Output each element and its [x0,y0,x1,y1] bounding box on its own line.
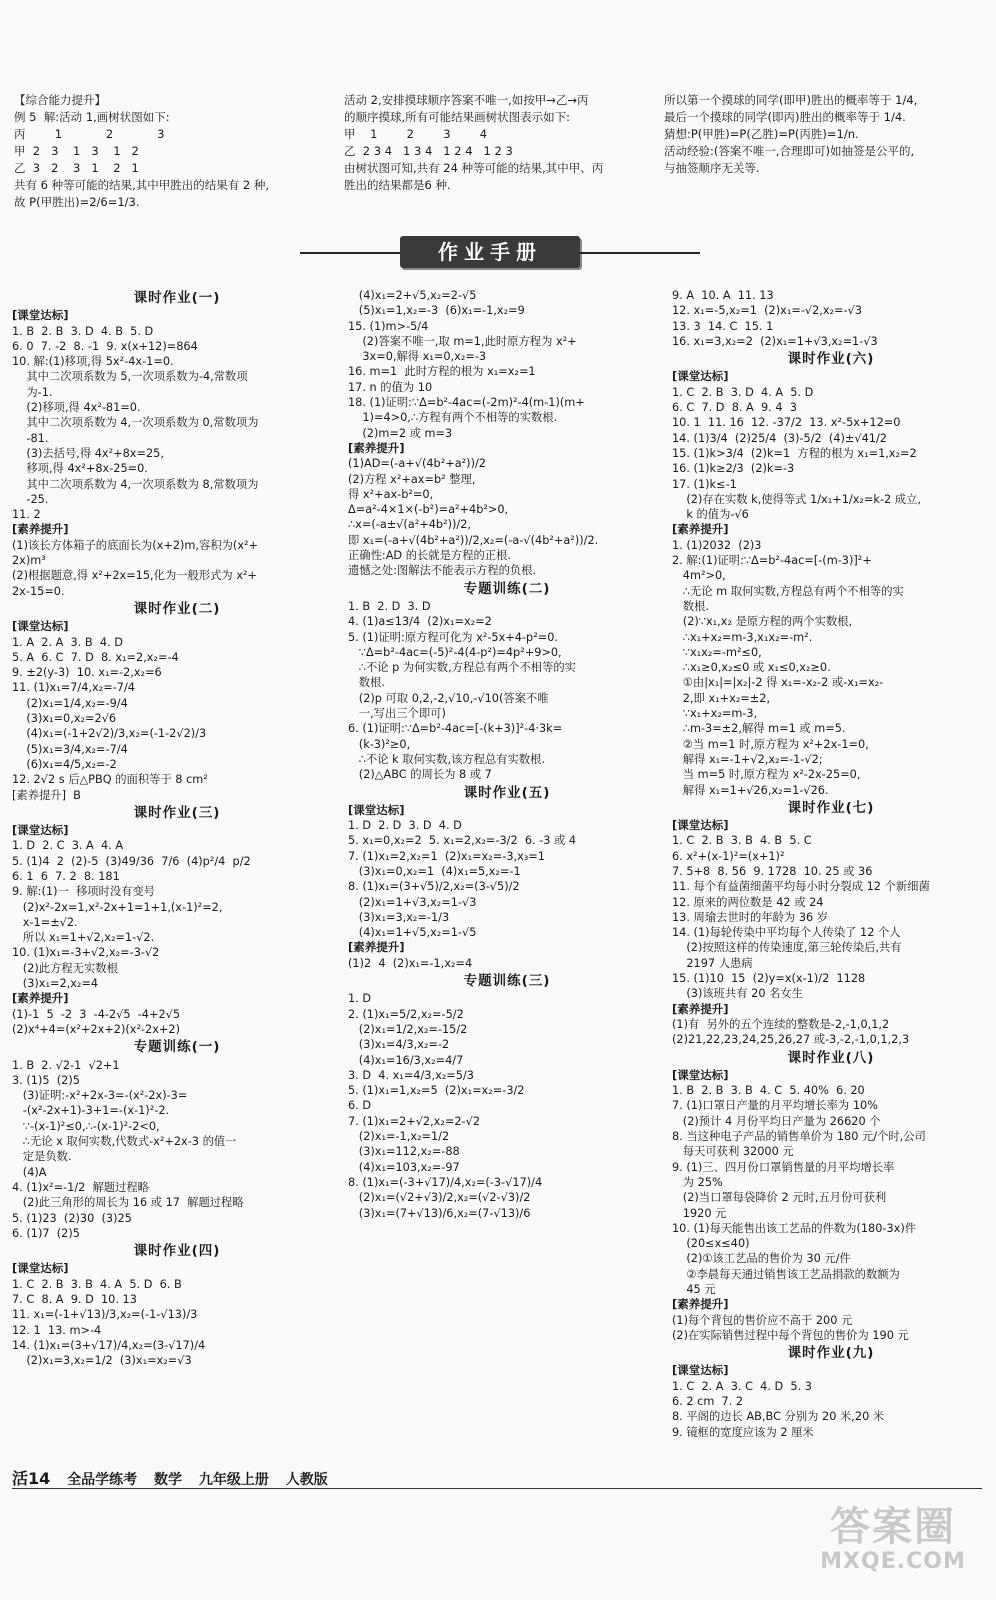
answer-line: 11. (1)x₁=7/4,x₂=-7/4 [12,681,135,695]
subsection-label: [课堂达标] [348,802,405,817]
answer-line: 其中二次项系数为 5,一次项系数为-4,常数项 [12,370,248,384]
example-column-2 [344,92,654,194]
answer-line: (2)x₁=-1,x₂=1/2 [348,1130,450,1144]
answer-line: 8. (1)x₁=(3+√5)/2,x₂=(3-√5)/2 [348,880,520,894]
answer-line: x-1=±√2. [12,915,78,929]
section-title: 专题训练(一) [133,1039,221,1056]
answer-line: (5)x₁=1,x₂=-3 (6)x₁=-1,x₂=9 [348,304,525,318]
answer-line: (2)存在实数 k,使得等式 1/x₁+1/x₂=k-2 成立, [672,492,921,506]
series-name: 全品学练考 [67,1472,138,1488]
answer-line: k 的值为-√6 [672,508,749,522]
answer-line: 1. D [348,992,372,1006]
answer-line: ∵x₁x₂=-m²≤0, [672,645,762,659]
answer-line: 4. (1)x²=-1/2 解题过程略 [12,1180,149,1194]
answer-line: (6)x₁=4/5,x₂=-2 [12,757,117,771]
answer-line: (3)x₁=(7+√13)/6,x₂=(7-√13)/6 [348,1206,531,1220]
answer-line: ①由|x₁|=|x₂|-2 得 x₁=-x₂-2 或-x₁=x₂- [672,676,884,690]
answer-line: 3. (1)5 (2)5 [12,1073,80,1087]
section-title: 课时作业(四) [133,1243,221,1260]
answer-line: (3)x₁=2,x₂=4 [12,977,99,991]
answer-line: 5. (1)x₁=1,x₂=5 (2)x₁=x₂=-3/2 [348,1084,525,1098]
answer-line: (2)答案不唯一,取 m=1,此时原方程为 x²+ [348,334,577,348]
subject-name: 数学 [154,1472,183,1488]
answer-line: -(x²-2x+1)-3+1=-(x-1)²-2. [12,1104,170,1118]
answer-line: (k-3)²≥0, [348,737,411,751]
answer-line: (3)x₁=0,x₂=1 (4)x₁=5,x₂=-1 [348,864,521,878]
answer-line: 2x-15=0. [12,584,65,598]
answer-line: (20≤x≤40) [672,1237,750,1251]
answer-line: 5. A 6. C 7. D 8. x₁=2,x₂=-4 [12,650,179,664]
example-line: 活动经验:(答案不唯一,合理即可)如抽签是公平的, [664,144,915,158]
answer-line: ∴无论 m 取何实数,方程总有两个不相等的实 [672,584,904,598]
answer-line: 1. B 2. √2-1 √2+1 [12,1058,120,1072]
example-line: 共有 6 种等可能的结果,其中甲胜出的结果有 2 种, [14,178,270,192]
answer-line: (4)x₁=1+√5,x₂=1-√5 [348,926,477,940]
example-line: 乙 2 3 4 1 3 4 1 2 4 1 2 3 [344,144,513,158]
subsection-label: [课堂达标] [12,619,69,634]
answer-line: 遗憾之处:图解法不能表示方程的负根. [348,564,537,578]
grade-name: 九年级上册 [198,1472,269,1488]
answer-line: (2)x⁴+4=(x²+2x+2)(x²-2x+2) [12,1022,180,1036]
answer-line: (2)p 可取 0,2,-2,√10,-√10(答案不唯 [348,691,549,705]
answer-line: 9. 解:(1)一 移项时没有变号 [12,885,156,899]
answer-line: 10. 解:(1)移项,得 5x²-4x-1=0. [12,355,174,369]
answer-line: 一,写出三个即可) [348,707,446,721]
answer-line: 9. A 10. A 11. 13 [672,289,774,302]
subsection-label: [素养提升] [672,1297,729,1312]
answer-line: ②李晨每天通过销售该工艺品捐款的数额为 [672,1267,900,1281]
answer-line: (2)x²-2x=1,x²-2x+1=1+1,(x-1)²=2, [12,900,223,914]
answer-line: ∴m-3=±2,解得 m=1 或 m=5. [672,722,846,736]
subsection-label: [课堂达标] [672,369,729,384]
section-title: 课时作业(一) [133,290,221,306]
example-column-1 [14,92,334,211]
banner-rule-right [580,252,700,254]
answer-line: (4)A [12,1165,47,1179]
subsection-label: [素养提升] [12,991,69,1006]
answer-line: (2)x₁=1/2,x₂=-15/2 [348,1022,468,1036]
answer-line: 2x)m³ [12,554,46,568]
answer-line: 1. D 2. D 3. D 4. D [348,819,462,833]
answer-line: 1. B 2. B 3. B 4. C 5. 40% 6. 20 [672,1084,865,1098]
answer-line: (2)m=2 或 m=3 [348,426,453,440]
answer-line: (4)x₁=103,x₂=-97 [348,1160,460,1174]
answer-line: (3)x₁=3,x₂=-1/3 [348,910,450,924]
answer-line: 7. C 8. A 9. D 10. 13 [12,1293,137,1306]
answer-line: (1)该长方体箱子的底面长为(x+2)m,容积为(x²+ [12,538,258,552]
answer-line: 即 x₁=(-a+√(4b²+a²))/2,x₂=(-a-√(4b²+a²))/2. [348,533,599,547]
answer-line: 10. 1 11. 16 12. -37/2 13. x²-5x+12=0 [672,416,901,430]
answer-line: Δ=a²-4×1×(-b²)=a²+4b²>0, [348,503,509,517]
answer-line: (1)2 4 (2)x₁=-1,x₂=4 [348,956,473,970]
answer-line: 6. D [348,1099,372,1113]
answer-line: 15. (1)10 15 (2)y=x(x-1)/2 1128 [672,972,866,986]
answer-line: ∴不论 k 取何实数,该方程总有实数根. [348,752,546,766]
answer-line: 13. 周瑜去世时的年龄为 36 岁 [672,910,829,924]
answer-line: (3)x₁=0,x₂=2√6 [12,712,117,726]
answer-line: (2)方程 x²+ax=b² 整理, [348,472,476,486]
answer-line: 45 元 [672,1283,716,1296]
answer-line: ②当 m=1 时,原方程为 x²+2x-1=0, [672,737,869,751]
answer-line: 6. (1)7 (2)5 [12,1226,80,1240]
answer-line: (2)△ABC 的周长为 8 或 7 [348,768,492,782]
answer-line: (2)在实际销售过程中每个背包的售价为 190 元 [672,1328,909,1342]
answer-line: 每天可获利 32000 元 [672,1145,794,1159]
answer-line: 16. x₁=3,x₂=2 (2)x₁=1+√3,x₂=1-√3 [672,334,878,348]
answer-line: ∵Δ=b²-4ac=(-5)²-4(4-p²)=4p²+9>0, [348,645,562,659]
answer-line: 7. (1)x₁=2,x₂=1 (2)x₁=x₂=-3,x₃=1 [348,849,545,863]
answer-line: [素养提升] B [12,788,81,802]
example-column-3 [664,92,984,177]
answer-line: 为 25% [672,1175,723,1189]
subsection-label: [素养提升] [12,522,69,537]
answer-line: (1)有 另外的五个连续的整数是-2,-1,0,1,2 [672,1017,890,1031]
answer-line: 8. (1)x₁=(-3+√17)/4,x₂=(-3-√17)/4 [348,1175,543,1189]
answer-line: ∵-(x-1)²≤0,∴-(x-1)²-2<0, [12,1119,160,1133]
example-line: 的顺序摸球,所有可能结果画树状图表示如下: [344,110,571,124]
answer-line: 1. (1)2032 (2)3 [672,538,762,552]
answer-line: 7. 5+8 8. 56 9. 1728 10. 25 或 36 [672,864,873,878]
section-title: 课时作业(九) [787,1345,875,1362]
answer-line: ∴x₁≥0,x₂≤0 或 x₁≤0,x₂≥0. [672,661,831,675]
answer-line: 数根. [672,599,709,613]
subsection-label: [课堂达标] [672,1363,729,1378]
answer-line: 5. (1)证明:原方程可化为 x²-5x+4-p²=0. [348,630,558,644]
section-title: 课时作业(二) [133,600,221,617]
answer-line: 12. 2√2 s 后△PBQ 的面积等于 8 cm² [12,773,208,787]
answer-line: (2)x₁=1/4,x₂=-9/4 [12,696,128,710]
answer-line: 6. 0 7. -2 8. -1 9. x(x+12)=864 [12,339,198,353]
answer-line: 1. B 2. B 3. D 4. B 5. D [12,324,154,338]
answer-line: 2. 解:(1)证明:∵Δ=b²-4ac=[-(m-3)]²+ [672,554,872,568]
answer-line: 2,即 x₁+x₂=±2, [672,691,771,705]
watermark-logo: 答案圈 [830,1504,956,1550]
answer-line: 1. A 2. A 3. B 4. D [12,635,123,649]
answer-line: (4)x₁=(-1+2√2)/3,x₂=(-1-2√2)/3 [12,727,207,741]
answer-line: 18. (1)证明:∵Δ=b²-4ac=(-2m)²-4(m-1)(m+ [348,396,585,410]
section-title: 课时作业(八) [787,1049,875,1066]
answer-line: ∵x₁+x₂=m-3, [672,707,758,721]
answer-line: 12. 1 13. m>-4 [12,1323,102,1337]
subsection-label: [素养提升] [348,440,405,455]
answer-line: 8. 当这种电子产品的销售单价为 180 元/个时,公司 [672,1130,926,1144]
example-line: 乙 3 2 3 1 2 1 [14,161,139,175]
example-line: 甲 2 3 1 3 1 2 [14,144,139,158]
example-line: 活动 2,安排摸球顺序答案不唯一,如按甲→乙→丙 [344,93,589,107]
answer-line: (2)x₁=1+√3,x₂=1-√3 [348,895,477,909]
answer-line: 数根. [348,676,385,690]
answer-line: 7. (1)口罩日产量的月平均增长率为 10% [672,1099,878,1113]
answer-line: 12. 原来的两位数是 42 或 24 [672,895,824,909]
answer-line: (3)证明:-x²+2x-3=-(x²-2x)-3= [12,1089,188,1103]
answer-line: 2197 人患病 [672,956,753,970]
answer-line: (2)按照这样的传染速度,第三轮传染后,共有 [672,941,902,955]
example-line: 胜出的结果都是6 种. [344,178,451,192]
answer-line: 11. 每个有益菌细菌平均每小时分裂成 12 个新细菌 [672,880,930,894]
answer-line: (2)预计 4 月份平均日产量为 26620 个 [672,1114,881,1128]
section-title: 专题训练(三) [463,973,551,990]
subsection-label: [课堂达标] [672,1067,729,1082]
answer-line: (2)此方程无实数根 [12,961,118,975]
example-line: 故 P(甲胜出)=2/6=1/3. [14,195,140,209]
answer-line: 定是负数. [12,1150,72,1164]
answer-line: (2)x₁=(√2+√3)/2,x₂=(√2-√3)/2 [348,1191,531,1205]
answer-line: 其中二次项系数为 4,一次项系数为 8,常数项为 [12,477,259,491]
answer-line: 1)=4>0,∴方程有两个不相等的实数根. [348,411,558,425]
answer-line: 1. C 2. B 3. D 4. A 5. D [672,385,814,399]
answer-line: 16. (1)k≥2/3 (2)k=-3 [672,462,795,476]
watermark [808,1505,978,1585]
answer-line: 15. (1)k>3/4 (2)k=1 方程的根为 x₁=1,x₂=2 [672,446,917,460]
subsection-label: [课堂达标] [12,308,69,323]
answer-line: (2)根据题意,得 x²+2x=15,化为一般形式为 x²+ [12,569,258,583]
subsection-label: [课堂达标] [12,823,69,838]
answer-line: 10. (1)每天能售出该工艺品的件数为(180-3x)件 [672,1221,917,1235]
answer-line: 8. 平阁的边长 AB,BC 分别为 20 米,20 米 [672,1410,885,1424]
subsection-label: [素养提升] [672,1001,729,1016]
answer-line: 11. 2 [12,508,41,522]
answer-line: ∴不论 p 为何实数,方程总有两个不相等的实 [348,661,576,675]
answer-line: 17. n 的值为 10 [348,380,433,394]
subsection-label: [课堂达标] [672,818,729,833]
answer-line: 13. 3 14. C 15. 1 [672,319,774,333]
answer-line: (3)x₁=112,x₂=-88 [348,1145,460,1159]
watermark-url: MXQE.COM [820,1549,966,1574]
answer-line: 15. (1)m>-5/4 [348,319,429,333]
answer-line: ∴x=(-a±√(a²+4b²))/2, [348,518,472,532]
answer-line: ∴x₁+x₂=m-3,x₁x₂=-m². [672,630,813,644]
answer-line: -25. [12,492,49,506]
answer-line: 解得 x₁=-1+√2,x₂=-1-√2; [672,752,823,766]
subsection-label: [课堂达标] [12,1261,69,1276]
answer-line: 6. (1)证明:∵Δ=b²-4ac=[-(k+3)]²-4·3k= [348,722,563,736]
footer-rule [12,1488,982,1489]
example-line: 甲 1 2 3 4 [344,127,488,141]
section-title: 课时作业(七) [787,799,875,816]
example-line: 例 5 解:活动 1,画树状图如下: [14,110,170,124]
answer-line: (3)x₁=4/3,x₂=-2 [348,1038,450,1052]
answer-line: 4m²>0, [672,569,726,583]
section-title: 课时作业(五) [463,784,551,801]
answer-line: 4. (1)a≤13/4 (2)x₁=x₂=2 [348,615,492,629]
answer-line: (2)∵x₁,x₂ 是原方程的两个实数根, [672,615,853,629]
section-title: 专题训练(二) [463,580,551,597]
answer-line: 得 x²+ax-b²=0, [348,487,434,501]
page-footer [12,1466,340,1489]
section-banner [300,232,700,272]
answer-column-2 [348,288,666,1221]
answer-line: 14. (1)每轮传染中平均每个人传染了 12 个人 [672,926,901,940]
answer-line: -81. [12,431,49,445]
banner-title: 作业手册 [400,236,580,268]
answer-line: 所以 x₁=1+√2,x₂=1-√2. [12,931,155,945]
banner-rule-left [300,252,400,254]
answer-line: 1. C 2. A 3. C 4. D 5. 3 [672,1379,812,1393]
answer-line: 17. (1)k≤-1 [672,477,737,491]
answer-line: 解得 x₁=1+√26,x₂=1-√26. [672,783,829,797]
section-title: 课时作业(六) [787,351,875,368]
answer-line: 1. D 2. C 3. A 4. A [12,839,124,853]
answer-line: (2)x₁=3,x₂=1/2 (3)x₁=x₂=√3 [12,1354,192,1368]
answer-line: (2)此三角形的周长为 16 或 17 解题过程略 [12,1196,244,1210]
answer-line: 6. 2 cm 7. 2 [672,1395,744,1409]
answer-line: 移项,得 4x²+8x-25=0. [12,462,148,476]
answer-line: (5)x₁=3/4,x₂=-7/4 [12,742,128,756]
answer-line: 11. x₁=(-1+√13)/3,x₂=(-1-√13)/3 [12,1308,198,1322]
answer-line: (1)每个背包的售价应不高于 200 元 [672,1313,853,1327]
answer-line: (2)当口罩每袋降价 2 元时,五月份可获利 [672,1191,887,1205]
answer-line: 其中二次项系数为 4,一次项系数为 0,常数项为 [12,416,259,430]
answer-line: 5. (1)23 (2)30 (3)25 [12,1211,132,1225]
section-title: 课时作业(三) [133,804,221,821]
answer-line: 1. C 2. B 3. B 4. A 5. D 6. B [12,1277,182,1291]
answer-line: 6. x²+(x-1)²=(x+1)² [672,849,785,863]
answer-line: 16. m=1 此时方程的根为 x₁=x₂=1 [348,365,536,379]
example-line: 丙 1 2 3 [14,127,165,141]
answer-line: 5. x₁=0,x₂=2 5. x₁=2,x₂=-3/2 6. -3 或 4 [348,834,577,848]
answer-line: 1920 元 [672,1206,727,1220]
example-line: 与抽签顺序无关等. [664,161,760,175]
answer-line: 当 m=5 时,原方程为 x²-2x-25=0, [672,768,861,782]
subsection-label: [素养提升] [348,940,405,955]
answer-line: (2)①该工艺品的售价为 30 元/件 [672,1252,851,1266]
page-number: 活14 [12,1469,51,1488]
answer-line: 3x=0,解得 x₁=0,x₂=-3 [348,350,487,364]
answer-line: (3)去括号,得 4x²+8x=25, [12,446,164,460]
answer-line: 为-1. [12,385,53,399]
example-line: 【综合能力提升】 [14,93,106,107]
answer-line: 1. C 2. B 3. B 4. B 5. C [672,834,812,848]
answer-line: 12. x₁=-5,x₂=1 (2)x₁=-√2,x₂=-√3 [672,304,863,318]
example-line: 猜想:P(甲胜)=P(乙胜)=P(丙胜)=1/n. [664,127,859,141]
answer-line: ∴无论 x 取何实数,代数式-x²+2x-3 的值一 [12,1135,237,1149]
subsection-label: [素养提升] [672,522,729,537]
example-line: 所以第一个摸球的同学(即甲)胜出的概率等于 1/4, [664,93,918,107]
example-section [14,92,984,228]
answer-line: 14. (1)x₁=(3+√17)/4,x₂=(3-√17)/4 [12,1338,206,1352]
example-line: 由树状图可知,共有 24 种等可能的结果,其中甲、丙 [344,161,604,175]
answer-line: (4)x₁=16/3,x₂=4/7 [348,1053,464,1067]
example-line: 最后一个摸球的同学(即丙)胜出的概率等于 1/4. [664,110,906,124]
answer-line: 6. C 7. D 8. A 9. 4 3 [672,401,797,415]
answer-line: (3)该班共有 20 名女生 [672,987,804,1001]
answer-line: 9. ±2(y-3) 10. x₁=-2,x₂=6 [12,666,162,680]
answer-line: 5. (1)4 2 (2)-5 (3)49/36 7/6 (4)p²/4 p/2 [12,854,251,868]
answer-line: (2)21,22,23,24,25,26,27 或-3,-2,-1,0,1,2,3 [672,1033,910,1047]
answer-line: (4)x₁=2+√5,x₂=2-√5 [348,289,477,302]
answer-line: 7. (1)x₁=2+√2,x₂=2-√2 [348,1114,481,1128]
answer-line: 6. 1 6 7. 2 8. 181 [12,869,120,883]
answer-line: 9. (1)三、四月份口罩销售量的月平均增长率 [672,1160,895,1174]
answer-line: 2. (1)x₁=5/2,x₂=-5/2 [348,1007,464,1021]
answer-line: (1)AD=(-a+√(4b²+a²))/2 [348,457,486,471]
edition-name: 人教版 [285,1472,328,1488]
answer-line: 9. 镜框的宽度应该为 2 厘米 [672,1425,814,1439]
answer-column-3 [672,288,990,1440]
answer-line: 14. (1)3/4 (2)25/4 (3)-5/2 (4)±√41/2 [672,431,887,445]
answer-line: (1)-1 5 -2 3 -4-2√5 -4+2√5 [12,1007,181,1021]
answer-line: 正确性:AD 的长就是方程的正根. [348,549,511,563]
answer-line: 3. D 4. x₁=4/3,x₂=5/3 [348,1068,474,1082]
answer-line: 10. (1)x₁=-3+√2,x₂=-3-√2 [12,946,160,960]
answer-line: (2)移项,得 4x²-81=0. [12,401,141,415]
answer-column-1 [12,288,342,1368]
answer-line: 1. B 2. D 3. D [348,599,431,613]
